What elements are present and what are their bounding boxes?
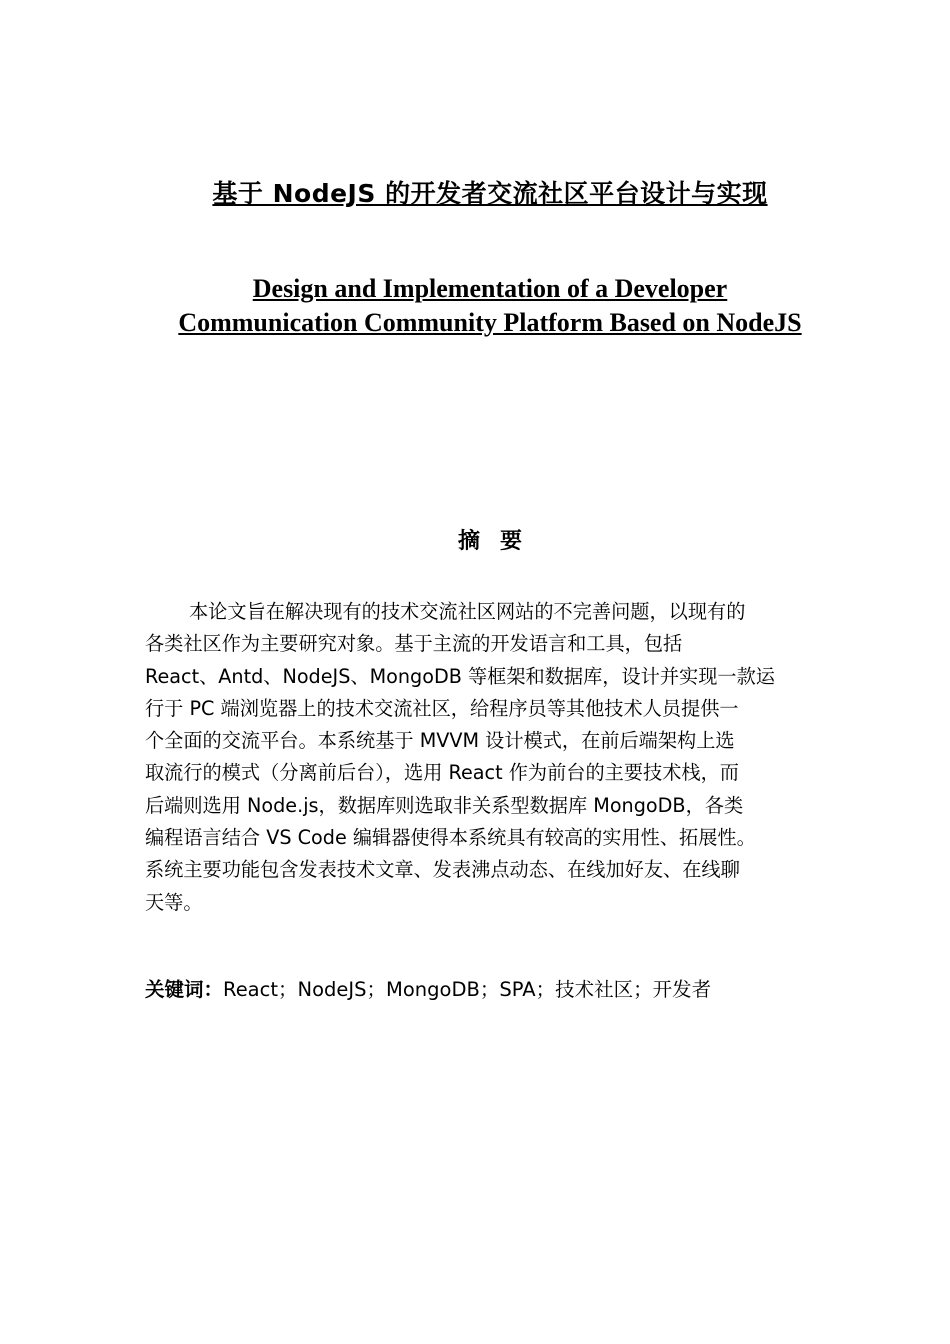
english-title bbox=[0, 272, 950, 340]
abstract-line: 后端则选用 Node.js，数据库则选取非关系型数据库 MongoDB，各类 bbox=[145, 793, 744, 817]
abstract-heading: 摘要 bbox=[457, 529, 542, 554]
keywords bbox=[145, 974, 850, 1006]
abstract-line: 个全面的交流平台。本系统基于 MVVM 设计模式，在前后端架构上选 bbox=[145, 729, 735, 753]
abstract-line: 本论文旨在解决现有的技术交流社区网站的不完善问题，以现有的 bbox=[189, 600, 746, 623]
chinese-title: 基于 NodeJS 的开发者交流社区平台设计与实现 bbox=[212, 179, 768, 208]
abstract-line: 各类社区作为主要研究对象。基于主流的开发语言和工具，包括 bbox=[145, 632, 683, 656]
english-title-line-1: Design and Implementation of a Developer bbox=[252, 274, 728, 303]
abstract-body bbox=[145, 596, 850, 919]
abstract-line: React、Antd、NodeJS、MongoDB 等框架和数据库，设计并实现一款运 bbox=[145, 664, 775, 688]
abstract-line: 取流行的模式（分离前后台），选用 React 作为前台的主要技术栈，而 bbox=[145, 761, 739, 785]
abstract-line: 系统主要功能包含发表技术文章、发表沸点动态、在线加好友、在线聊 bbox=[145, 858, 740, 882]
abstract-line: 编程语言结合 VS Code 编辑器使得本系统具有较高的实用性、拓展性。 bbox=[145, 826, 756, 850]
keywords-label: 关键词： bbox=[145, 978, 224, 1001]
english-title-line-2: Communication Community Platform Based on NodeJS bbox=[178, 308, 802, 337]
abstract-line: 行于 PC 端浏览器上的技术交流社区，给程序员等其他技术人员提供一 bbox=[145, 696, 739, 720]
abstract-line: 天等。 bbox=[145, 890, 203, 914]
keywords-value: React；NodeJS；MongoDB；SPA；技术社区；开发者 bbox=[223, 978, 712, 1001]
